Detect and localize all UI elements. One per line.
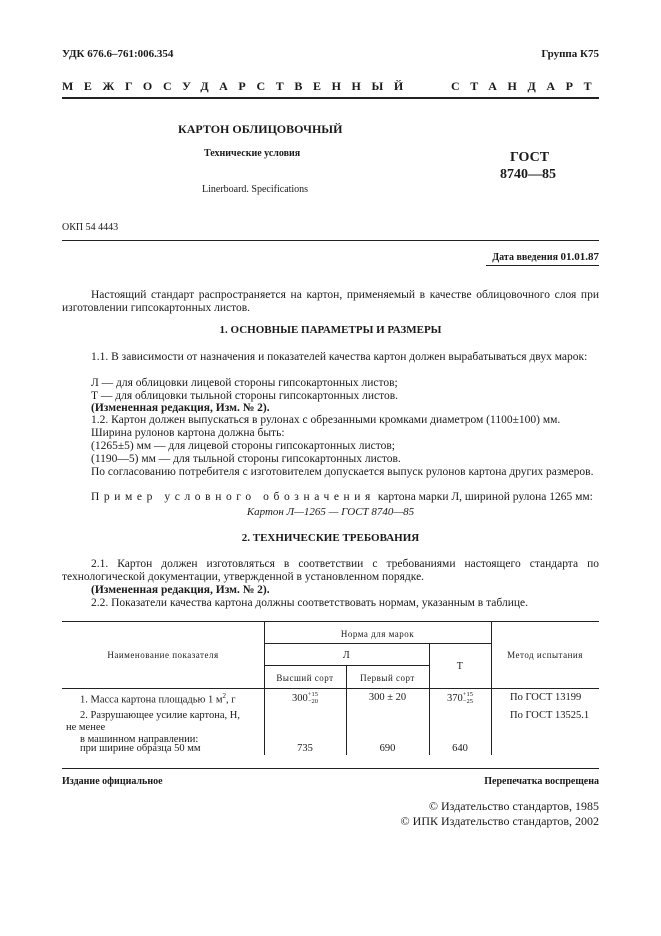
doc-english-title: Linerboard. Specifications bbox=[202, 184, 309, 195]
th-top-grade: Высший сорт bbox=[276, 673, 334, 683]
row1-t-value: 370 bbox=[447, 692, 463, 704]
row2-name-a: 2. Разрушающее усилие картона, Н, bbox=[80, 710, 240, 721]
s1-p6: (1265±5) мм — для лицевой стороны гипсокартонных листов; bbox=[91, 440, 395, 452]
table-top-rule bbox=[62, 621, 599, 622]
table-header-rule bbox=[62, 688, 599, 689]
footer-rule bbox=[62, 768, 599, 769]
th-indicator-name: Наименование показателя bbox=[107, 650, 219, 660]
udk-code: УДК 676.6–761:006.354 bbox=[62, 48, 174, 60]
doc-subtitle: Технические условия bbox=[204, 148, 301, 159]
s1-p7: (1190—5) мм — для тыльной стороны гипсокартонных листов. bbox=[91, 453, 401, 465]
row1-name bbox=[80, 692, 236, 706]
s2-revision: (Измененная редакция, Изм. № 2). bbox=[91, 584, 270, 596]
okp-rule bbox=[62, 240, 599, 241]
row1-t-plus: +15 bbox=[462, 691, 473, 698]
row1-top-minus: −20 bbox=[307, 697, 318, 705]
row2-first-grade: 690 bbox=[379, 743, 396, 754]
s1-p1: 1.1. В зависимости от назначения и показателей качества картон должен вырабатываться двух марок: bbox=[91, 351, 588, 363]
s1-p8: По согласованию потребителя с изготовителем допускается выпуск рулонов картона других размеров. bbox=[91, 466, 594, 478]
banner-rule bbox=[62, 97, 599, 99]
intro-date-rule bbox=[486, 265, 599, 266]
s1-p2: Л — для облицовки лицевой стороны гипсокартонных листов; bbox=[91, 377, 398, 389]
okp-code: ОКП 54 4443 bbox=[62, 222, 119, 233]
row2-name-c: в машинном направлении: bbox=[80, 734, 199, 745]
row1-first-grade: 300 ± 20 bbox=[368, 692, 407, 703]
official-edition: Издание официальное bbox=[62, 776, 163, 787]
intro-paragraph: Настоящий стандарт распространяется на картон, применяемый в качестве облицовочного слоя при изготовлении гипсокартонных листов. bbox=[62, 289, 599, 314]
row2-method: По ГОСТ 13525.1 bbox=[510, 710, 590, 721]
example-designation: Картон Л—1265 — ГОСТ 8740—85 bbox=[246, 506, 415, 518]
section2-title: 2. ТЕХНИЧЕСКИЕ ТРЕБОВАНИЯ bbox=[241, 532, 420, 544]
table-hline-norm bbox=[264, 643, 492, 644]
row1-t-minus: −25 bbox=[462, 697, 473, 705]
gost-number: 8740—85 bbox=[500, 167, 556, 182]
th-grade-L: Л bbox=[342, 650, 351, 661]
doc-title: КАРТОН ОБЛИЦОВОЧНЫЙ bbox=[178, 122, 343, 136]
section1-title: 1. ОСНОВНЫЕ ПАРАМЕТРЫ И РАЗМЕРЫ bbox=[219, 324, 442, 336]
intro-date-value: 01.01.87 bbox=[560, 251, 599, 263]
row2-name-d: при ширине образца 50 мм bbox=[80, 743, 201, 754]
s1-revision: (Измененная редакция, Изм. № 2). bbox=[91, 402, 270, 414]
th-first-grade: Первый сорт bbox=[360, 673, 415, 683]
th-norm: Норма для марок bbox=[340, 629, 415, 639]
s1-p4: 1.2. Картон должен выпускаться в рулонах с обрезанными кромками диаметром (1100±100) мм. bbox=[91, 414, 561, 426]
s1-p5: Ширина рулонов картона должна быть: bbox=[91, 427, 285, 439]
row1-top-grade bbox=[264, 692, 346, 705]
copyright-1985: © Издательство стандартов, 1985 bbox=[428, 799, 599, 813]
intro-date-label: Дата введения bbox=[492, 252, 558, 263]
th-test-method: Метод испытания bbox=[507, 650, 583, 660]
row2-top-grade: 735 bbox=[297, 743, 313, 754]
row1-name-unit: , г bbox=[226, 694, 236, 706]
banner-right: СТАНДАРТ bbox=[451, 79, 603, 93]
row1-method: По ГОСТ 13199 bbox=[510, 692, 582, 703]
row1-name-sup: 2 bbox=[222, 692, 227, 700]
s2-p2: 2.2. Показатели качества картона должны соответствовать нормам, указанным в таблице. bbox=[91, 597, 528, 609]
row2-name-b: не менее bbox=[66, 722, 106, 733]
row1-grade-T bbox=[429, 692, 491, 705]
s1-p3: Т — для облицовки тыльной стороны гипсокартонных листов. bbox=[91, 390, 399, 402]
example-text: картона марки Л, шириной рулона 1265 мм: bbox=[377, 491, 593, 503]
banner-left: МЕЖГОСУДАРСТВЕННЫЙ bbox=[62, 79, 414, 93]
row2-grade-T: 640 bbox=[452, 743, 468, 754]
reprint-notice: Перепечатка воспрещена bbox=[484, 776, 599, 787]
th-grade-T: Т bbox=[456, 661, 464, 672]
row1-top-plus: +15 bbox=[307, 691, 318, 698]
gost-label: ГОСТ bbox=[510, 150, 550, 165]
row1-name-text: 1. Масса картона площадью 1 м bbox=[80, 694, 223, 706]
group-code: Группа К75 bbox=[541, 48, 599, 60]
s2-p1: 2.1. Картон должен изготовляться в соответствии с требованиями настоящего стандарта по технологической документации, утвержденной в установленном порядке. bbox=[62, 558, 599, 583]
copyright-2002: © ИПК Издательство стандартов, 2002 bbox=[400, 814, 599, 828]
s1-example-line bbox=[62, 491, 599, 504]
example-label: Пример условного обозначения bbox=[91, 491, 375, 503]
row1-top-value: 300 bbox=[292, 692, 308, 704]
intro-date bbox=[492, 251, 599, 263]
